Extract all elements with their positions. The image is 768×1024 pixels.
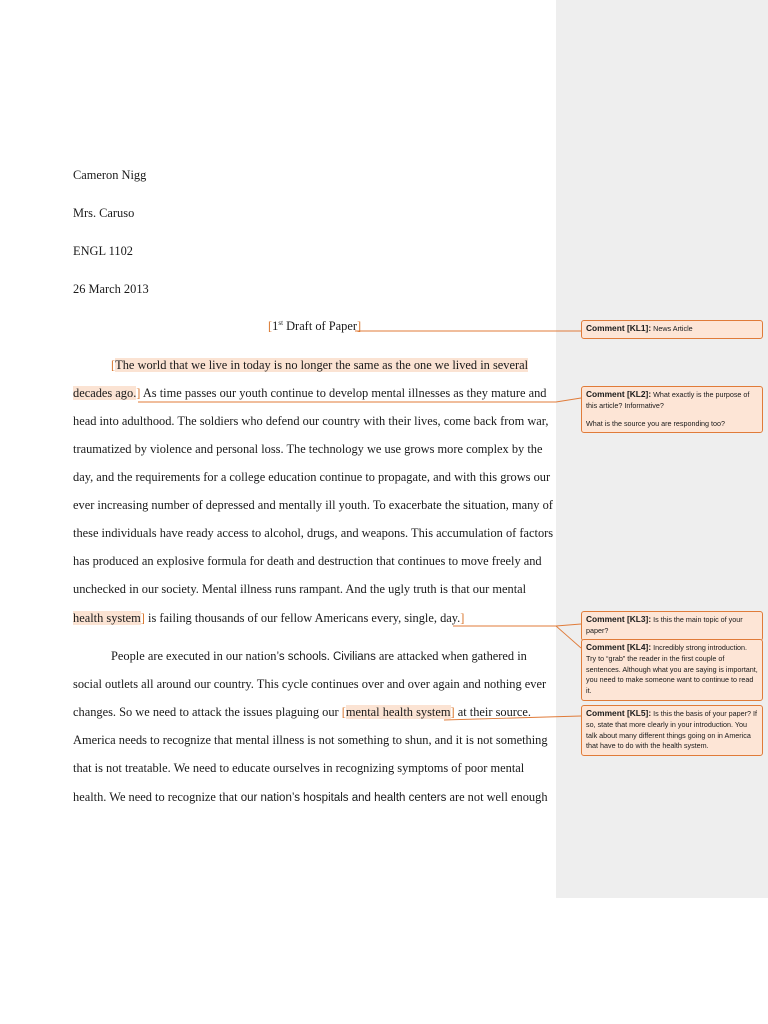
comment-kl4[interactable] <box>581 639 763 701</box>
paragraph-1-line-5: day, and the requirements for a college education continue to propagate, and with this grows our <box>73 470 551 484</box>
comment-label: Comment [KL5]: <box>586 708 652 718</box>
comment-kl5[interactable] <box>581 705 763 756</box>
highlighted-text: health system <box>73 611 141 625</box>
comment-kl1[interactable] <box>581 320 763 339</box>
paragraph-1-line-2: decades ago.] As time passes our youth continue to develop mental illnesses as they mature and <box>73 386 547 400</box>
course-code: ENGL 1102 <box>73 244 133 258</box>
paragraph-2-line-5: that is not treatable. We need to educate ourselves in recognizing symptoms of poor mental <box>73 761 525 775</box>
comment-label: Comment [KL4]: <box>586 642 652 652</box>
highlighted-text: mental health system <box>345 705 451 719</box>
comment-text: Is this the main topic of your paper? <box>586 615 743 635</box>
comment-text: Is this the basis of your paper? If so, state that more clearly in your introduction. You talk about many different things going on in America that have to do with the health system. <box>586 709 758 751</box>
paragraph-1-line-10: health system] is failing thousands of our fellow Americans every, single, day.] <box>73 611 465 625</box>
comment-kl2[interactable] <box>581 386 763 433</box>
highlighted-text: decades ago. <box>73 386 137 400</box>
highlighted-text: The world that we live in today is no longer the same as the one we lived in several <box>115 358 529 372</box>
comment-text: Incredibly strong introduction. Try to “grab” the reader in the first couple of sentences. Although what you are saying is important, you need to make someone want to continue to read it. <box>586 643 758 696</box>
paragraph-1-line-9: unchecked in our society. Mental illness runs rampant. And the ugly truth is that our mental <box>73 582 527 596</box>
comment-margin-pane <box>556 0 768 898</box>
paragraph-2-line-3: changes. So we need to attack the issues plaguing our [mental health system] at their source. <box>73 705 532 719</box>
teacher-name: Mrs. Caruso <box>73 206 135 220</box>
comment-anchor-end: ] <box>356 319 362 333</box>
paragraph-2-line-1: People are executed in our nation’s schools. Civilians are attacked when gathered in <box>111 649 527 663</box>
paragraph-1-line-7: these individuals have ready access to alcohol, drugs, and weapons. This accumulation of factors <box>73 526 554 540</box>
comment-label: Comment [KL2]: <box>586 389 652 399</box>
paragraph-1-line-1: [The world that we live in today is no longer the same as the one we lived in several <box>111 358 529 372</box>
paragraph-1-line-3: head into adulthood. The soldiers who defend our country with their lives, come back from war, <box>73 414 549 428</box>
paper-title: [1st Draft of Paper] <box>268 319 362 333</box>
comment-text: What exactly is the purpose of this article? Informative? <box>586 390 750 410</box>
comment-label: Comment [KL1]: <box>586 323 652 333</box>
paragraph-1-line-6: ever increasing number of depressed and mentally ill youth. To exacerbate the situation, many of <box>73 498 553 512</box>
paragraph-2-line-6: health. We need to recognize that our nation’s hospitals and health centers are not well enough <box>73 790 548 804</box>
paragraph-1-line-8: has produced an explosive formula for death and destruction that continues to move freely and <box>73 554 542 568</box>
comment-anchor-start: [ <box>268 319 273 333</box>
paragraph-2-line-2: social outlets all around our country. This cycle continues over and over again and nothing ever <box>73 677 547 691</box>
comment-kl3[interactable] <box>581 611 763 641</box>
comment-label: Comment [KL3]: <box>586 614 652 624</box>
paragraph-1-line-4: traumatized by violence and personal loss. The technology we use grows more complex by the <box>73 442 543 456</box>
comment-text: News Article <box>653 324 693 333</box>
paper-date: 26 March 2013 <box>73 282 149 296</box>
author-name: Cameron Nigg <box>73 168 147 182</box>
comment-text: What is the source you are responding too? <box>586 418 726 428</box>
paragraph-2-line-4: America needs to recognize that mental illness is not something to shun, and it is not something <box>73 733 548 747</box>
